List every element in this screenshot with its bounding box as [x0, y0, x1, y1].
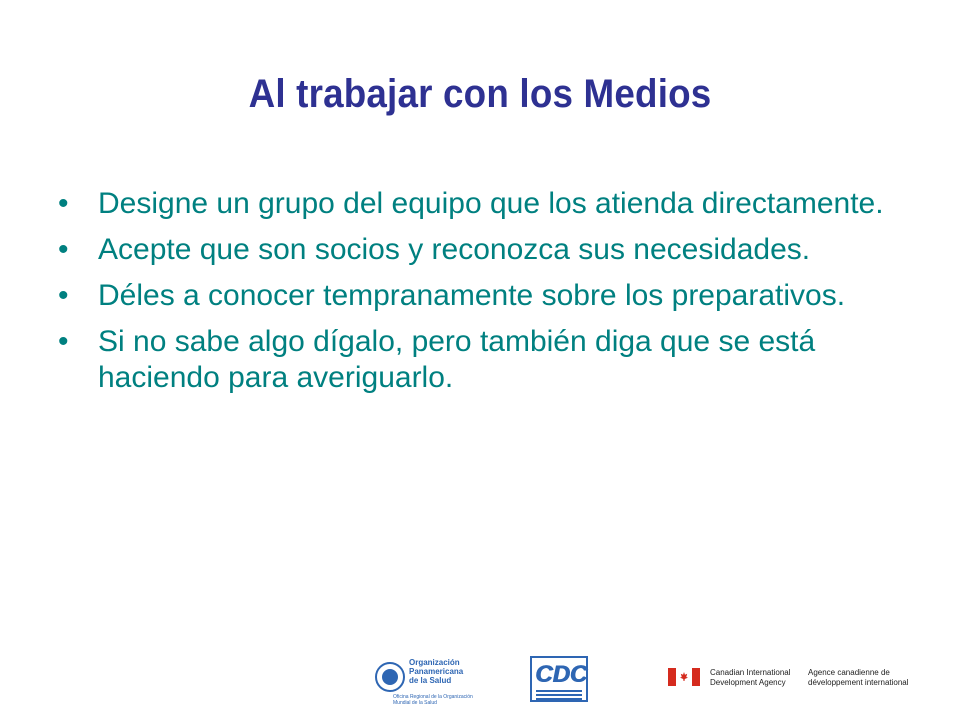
paho-subtitle: Oficina Regional de la Organización Mundial de la Salud	[393, 694, 473, 706]
cida-en-line-1: Canadian International	[710, 668, 791, 677]
paho-logo	[375, 658, 485, 704]
maple-leaf-icon	[680, 672, 688, 681]
bullet-item	[58, 278, 908, 314]
cida-logo	[668, 664, 918, 694]
bullet-marker: •	[58, 233, 69, 266]
cida-fr-line-1: Agence canadienne de	[808, 668, 890, 677]
bullet-marker: •	[58, 187, 69, 220]
bullet-text: Si no sabe algo dígalo, pero también diga que se está haciendo para averiguarlo.	[98, 325, 816, 394]
canada-flag-icon	[668, 668, 700, 686]
bullet-text: Acepte que son socios y reconozca sus necesidades.	[98, 233, 811, 266]
slide-title: Al trabajar con los Medios	[248, 72, 712, 116]
bullet-list	[58, 186, 908, 406]
bullet-text: Designe un grupo del equipo que los atienda directamente.	[98, 187, 884, 220]
bullet-text: Déles a conocer tempranamente sobre los preparativos.	[98, 279, 846, 312]
cida-en-line-2: Development Agency	[710, 678, 786, 687]
paho-line-1: Organización	[409, 658, 460, 667]
cdc-logo	[530, 656, 588, 702]
paho-line-3: de la Salud	[409, 676, 452, 685]
bullet-item	[58, 232, 908, 268]
globe-icon	[375, 662, 405, 692]
paho-line-2: Panamericana	[409, 667, 464, 676]
cida-fr-line-2: développement international	[808, 678, 909, 687]
paho-logo-text	[409, 658, 485, 685]
bullet-marker: •	[58, 325, 69, 358]
bullet-item	[58, 324, 908, 396]
cida-french-name	[808, 668, 918, 688]
bullet-marker: •	[58, 279, 69, 312]
bullet-item	[58, 186, 908, 222]
cida-english-name	[710, 668, 800, 688]
cdc-mark: CDC	[535, 661, 587, 688]
cdc-lines	[536, 690, 582, 702]
footer-logos	[0, 650, 960, 710]
